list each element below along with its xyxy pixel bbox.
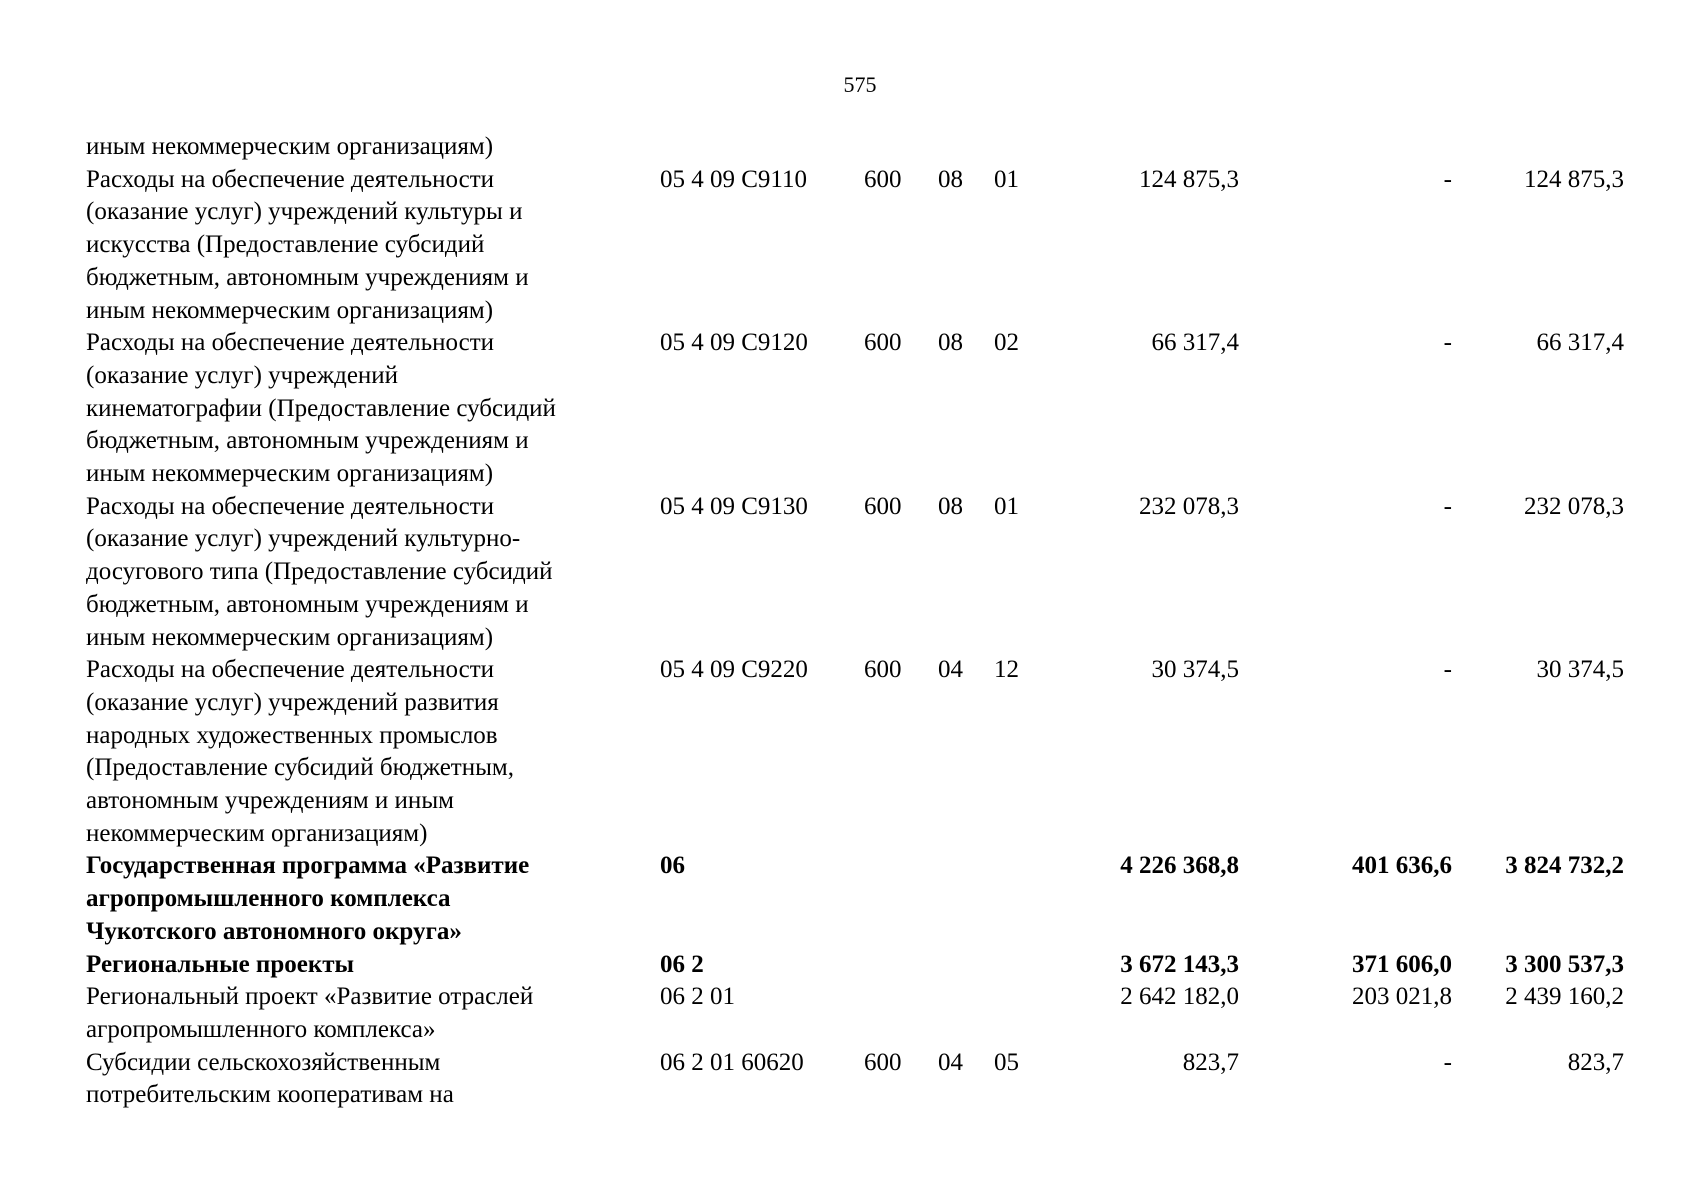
description-line: (оказание услуг) учреждений [86,361,399,389]
description-line: иным некоммерческим организациям) [86,296,494,324]
table-row [86,850,1686,948]
expense-type-cell: 600 [864,1048,902,1076]
section-cell: 08 [938,492,963,520]
description-line: Чукотского автономного округа» [86,917,462,945]
federal-amount-cell: - [1443,329,1452,357]
budget-code-cell: 06 [660,852,685,880]
table-row [86,327,1686,491]
description-line: Региональные проекты [86,950,355,978]
budget-table [86,131,1686,1112]
budget-code-cell: 05 4 09 С9220 [660,656,808,684]
total-amount-cell: 823,7 [1182,1048,1239,1076]
total-amount-cell: 66 317,4 [1151,329,1239,357]
total-amount-cell: 4 226 368,8 [1120,852,1239,880]
description-line: (оказание услуг) учреждений культуры и [86,198,523,226]
description-line: бюджетным, автономным учреждениям и [86,263,529,291]
table-row [86,1047,1686,1112]
regional-amount-cell: 66 317,4 [1536,329,1624,357]
description-line: Расходы на обеспечение деятельности [86,492,495,520]
total-amount-cell: 2 642 182,0 [1120,983,1239,1011]
section-cell: 04 [938,1048,963,1076]
description-line: потребительским кооперативам на [86,1081,454,1109]
subsection-cell: 12 [994,656,1019,684]
total-amount-cell: 124 875,3 [1139,165,1239,193]
table-row [86,164,1686,328]
description-line: досугового типа (Предоставление субсидий [86,558,553,586]
budget-code-cell: 06 2 01 [660,983,735,1011]
table-row [86,949,1686,982]
total-amount-cell: 232 078,3 [1139,492,1239,520]
subsection-cell: 05 [994,1048,1019,1076]
description-line: иным некоммерческим организациям) [86,460,494,488]
description-line: иным некоммерческим организациям) [86,133,494,160]
federal-amount-cell: 203 021,8 [1352,983,1452,1011]
regional-amount-cell: 2 439 160,2 [1505,983,1624,1011]
total-amount-cell: 3 672 143,3 [1120,950,1239,978]
budget-code-cell: 06 2 [660,950,704,978]
description-line: (оказание услуг) учреждений культурно- [86,525,521,553]
section-cell: 08 [938,329,963,357]
description-line: (Предоставление субсидий бюджетным, [86,754,514,782]
description-line: бюджетным, автономным учреждениям и [86,427,529,455]
description-line: некоммерческим организациям) [86,819,428,847]
description-line: народных художественных промыслов [86,721,498,749]
federal-amount-cell: - [1443,656,1452,684]
table-row [86,654,1686,850]
expense-type-cell: 600 [864,165,902,193]
expense-type-cell: 600 [864,492,902,520]
table-row [86,981,1686,1046]
table-row [86,491,1686,655]
description-line: агропромышленного комплекса» [86,1015,436,1043]
description-line: Расходы на обеспечение деятельности [86,656,495,684]
regional-amount-cell: 3 824 732,2 [1505,852,1624,880]
description-line: иным некоммерческим организациям) [86,623,494,651]
federal-amount-cell: 401 636,6 [1352,852,1452,880]
federal-amount-cell: - [1443,1048,1452,1076]
total-amount-cell: 30 374,5 [1151,656,1239,684]
regional-amount-cell: 232 078,3 [1524,492,1624,520]
row-description [86,164,660,328]
description-line: бюджетным, автономным учреждениям и [86,590,529,618]
description-line: Региональный проект «Развитие отраслей [86,983,534,1011]
description-line: кинематографии (Предоставление субсидий [86,394,556,422]
description-line: искусства (Предоставление субсидий [86,231,485,259]
section-cell: 04 [938,656,963,684]
expense-type-cell: 600 [864,329,902,357]
budget-code-cell: 06 2 01 60620 [660,1048,804,1076]
budget-code-cell: 05 4 09 С9110 [660,165,807,193]
description-line: автономным учреждениям и иным [86,787,454,815]
row-description [86,131,660,164]
budget-code-cell: 05 4 09 С9130 [660,492,808,520]
budget-code-cell: 05 4 09 С9120 [660,329,808,357]
federal-amount-cell: 371 606,0 [1352,950,1452,978]
row-description [86,981,660,1046]
federal-amount-cell: - [1443,492,1452,520]
federal-amount-cell: - [1443,165,1452,193]
row-description [86,491,660,655]
row-description [86,327,660,491]
table-row [86,131,1686,164]
description-line: Расходы на обеспечение деятельности [86,329,495,357]
description-line: Расходы на обеспечение деятельности [86,165,495,193]
section-cell: 08 [938,165,963,193]
regional-amount-cell: 30 374,5 [1536,656,1624,684]
row-description [86,654,660,850]
regional-amount-cell: 124 875,3 [1524,165,1624,193]
regional-amount-cell: 3 300 537,3 [1505,950,1624,978]
description-line: (оказание услуг) учреждений развития [86,688,499,716]
subsection-cell: 01 [994,492,1019,520]
description-line: агропромышленного комплекса [86,885,451,913]
row-description [86,949,660,982]
description-line: Государственная программа «Развитие [86,852,530,880]
description-line: Субсидии сельскохозяйственным [86,1048,441,1076]
row-description [86,1047,660,1112]
regional-amount-cell: 823,7 [1567,1048,1624,1076]
subsection-cell: 01 [994,165,1019,193]
row-description [86,850,660,948]
page-number: 575 [843,72,877,97]
subsection-cell: 02 [994,329,1019,357]
expense-type-cell: 600 [864,656,902,684]
